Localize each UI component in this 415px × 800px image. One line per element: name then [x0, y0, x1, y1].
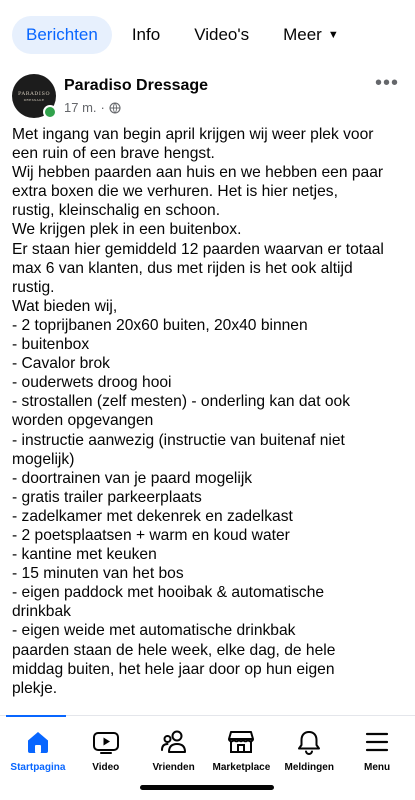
post-meta	[64, 100, 121, 115]
nav-vrienden[interactable]	[140, 728, 208, 773]
tab-label: Video's	[194, 25, 250, 44]
post-text-line: - ouderwets droog hooi	[12, 374, 172, 392]
tab-meer[interactable]	[269, 16, 353, 54]
post-text-line: plekje.	[12, 679, 58, 697]
post-text-line: Wij hebben paarden aan huis en we hebben een paar	[12, 164, 384, 182]
caret-down-icon: ▼	[327, 29, 339, 41]
tab-label: Info	[131, 25, 161, 44]
page-tabs	[12, 14, 403, 56]
avatar-logo	[18, 91, 50, 102]
post-header	[12, 74, 403, 122]
tab-label: Berichten	[26, 25, 98, 44]
post-text-line: paarden staan de hele week, elke dag, de hele	[12, 641, 336, 659]
post-text-line: - kantine met keuken	[12, 546, 157, 564]
post-text-line: een ruin of een brave hengst.	[12, 145, 215, 163]
nav-label: Video	[92, 762, 120, 773]
more-options-icon[interactable]: •••	[374, 72, 399, 94]
post-body	[12, 125, 405, 698]
tab-videos[interactable]	[180, 16, 263, 54]
nav-label: Menu	[364, 762, 391, 773]
nav-label: Vrienden	[152, 762, 195, 773]
post-text-line: drinkbak	[12, 603, 71, 621]
nav-meldingen[interactable]	[275, 728, 343, 773]
post-text-line: - Cavalor brok	[12, 355, 110, 373]
post-text-line: worden opgevangen	[12, 412, 154, 430]
post-text-line: - 2 toprijbanen 20x60 buiten, 20x40 binnen	[12, 316, 308, 334]
globe-icon	[109, 102, 121, 114]
nav-label: Meldingen	[284, 762, 334, 773]
friends-icon	[160, 728, 188, 756]
post-text-line: - 15 minuten van het bos	[12, 565, 184, 583]
nav-menu[interactable]	[343, 728, 411, 773]
avatar-logo-subtext: DRESSAGE	[23, 97, 45, 102]
post-text-line: - eigen weide met automatische drinkbak	[12, 622, 296, 640]
post-text-line: - buitenbox	[12, 336, 90, 354]
post-text-line: mogelijk)	[12, 450, 75, 468]
tab-info[interactable]	[118, 16, 174, 54]
post-text-line: - 2 poetsplaatsen + warm en koud water	[12, 526, 290, 544]
post-text-line: - strostallen (zelf mesten) - onderling kan dat ook	[12, 393, 351, 411]
online-status-dot	[43, 105, 57, 119]
avatar-logo-text: PARADISO	[18, 90, 51, 97]
home-icon	[24, 728, 52, 756]
meta-separator: ·	[100, 100, 105, 115]
post-text-line: We krijgen plek in een buitenbox.	[12, 221, 242, 239]
tab-berichten[interactable]	[12, 16, 112, 54]
page-name[interactable]: Paradiso Dressage	[64, 77, 209, 94]
home-indicator	[140, 785, 274, 790]
nav-marketplace[interactable]	[207, 728, 275, 773]
bell-icon	[295, 728, 323, 756]
active-tab-indicator	[6, 715, 66, 717]
marketplace-icon	[227, 728, 255, 756]
post-text-line: Met ingang van begin april krijgen wij weer plek voor	[12, 126, 374, 143]
video-icon	[92, 728, 120, 756]
post-time[interactable]: 17 m.	[64, 100, 97, 115]
tab-label: Meer	[283, 25, 322, 44]
post-text-line: rustig.	[12, 278, 55, 296]
post-text-line: - instructie aanwezig (instructie van buitenaf niet	[12, 431, 345, 449]
post-text-line: middag buiten, het hele jaar door op hun eigen	[12, 660, 335, 678]
nav-video[interactable]	[72, 728, 140, 773]
nav-label: Startpagina	[10, 762, 66, 773]
post-text-line: extra boxen die we verhuren. Het is hier netjes,	[12, 183, 338, 201]
post-text-line: Wat bieden wij,	[12, 297, 118, 315]
post-text-line: Er staan hier gemiddeld 12 paarden waarvan er totaal	[12, 240, 384, 258]
nav-startpagina[interactable]	[4, 728, 72, 773]
post-text-line: - doortrainen van je paard mogelijk	[12, 469, 253, 487]
post-text-line: - gratis trailer parkeerplaats	[12, 488, 202, 506]
post-text-line: max 6 van klanten, dus met rijden is het ook altijd	[12, 259, 353, 277]
nav-label: Marketplace	[212, 762, 271, 773]
post-text-line: - zadelkamer met dekenrek en zadelkast	[12, 507, 293, 525]
post-text-line: - eigen paddock met hooibak & automatische	[12, 584, 325, 602]
post-text-line: rustig, kleinschalig en schoon.	[12, 202, 221, 220]
menu-icon	[363, 728, 391, 756]
